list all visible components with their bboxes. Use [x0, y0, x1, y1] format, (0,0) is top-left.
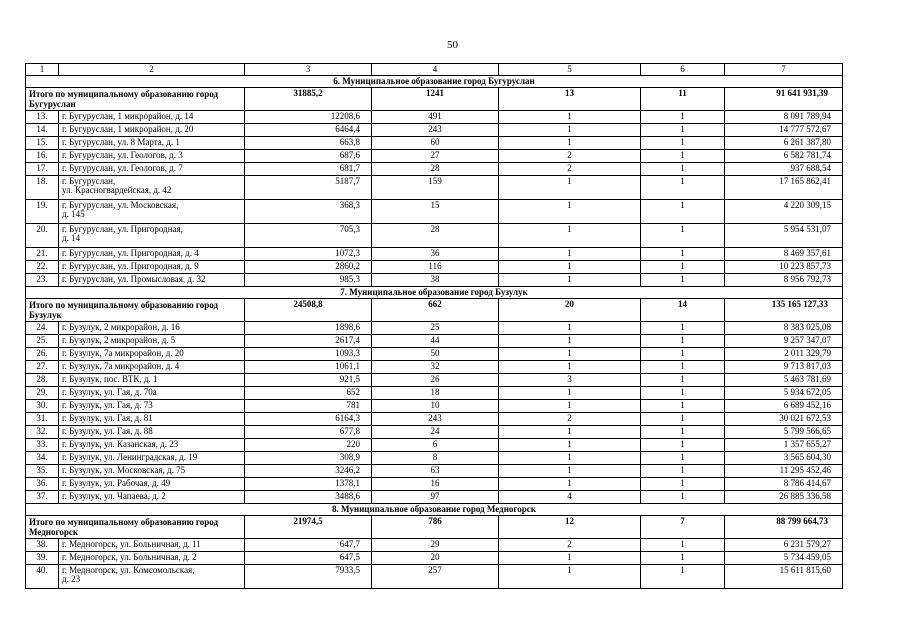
section-title-row: [26, 287, 843, 299]
col5-cell: 1: [499, 387, 641, 400]
amount-cell: 10 223 857,73: [725, 261, 843, 274]
col5-cell: 1: [499, 224, 641, 248]
col5-cell: 4: [499, 491, 641, 504]
col6-cell: 1: [641, 137, 725, 150]
area-cell: 781: [245, 400, 372, 413]
col5-cell: 2: [499, 413, 641, 426]
area-cell: 7933,5: [245, 565, 372, 589]
column-number-cell: 1: [26, 64, 59, 76]
residents-cell: 60: [372, 137, 499, 150]
col5-cell: 2: [499, 539, 641, 552]
col6-cell: 1: [641, 261, 725, 274]
residents-cell: 20: [372, 552, 499, 565]
total-row: [26, 516, 843, 539]
residents-cell: 8: [372, 452, 499, 465]
col6-cell: 1: [641, 200, 725, 224]
address-cell: г. Бугуруслан, 1 микрорайон, д. 14: [59, 111, 245, 124]
col6-cell: 1: [641, 539, 725, 552]
residents-cell: 44: [372, 335, 499, 348]
area-cell: 921,5: [245, 374, 372, 387]
col6-cell: 1: [641, 274, 725, 287]
row-number: 18.: [26, 176, 59, 200]
col6-cell: 1: [641, 565, 725, 589]
total-residents: 662: [372, 299, 499, 322]
residents-cell: 159: [372, 176, 499, 200]
total-col6: 7: [641, 516, 725, 539]
area-cell: 3246,2: [245, 465, 372, 478]
col6-cell: 1: [641, 248, 725, 261]
row-number: 38.: [26, 539, 59, 552]
col5-cell: 1: [499, 465, 641, 478]
table-row: [26, 539, 843, 552]
col6-cell: 1: [641, 224, 725, 248]
total-col6: 11: [641, 88, 725, 111]
col6-cell: 1: [641, 387, 725, 400]
table-row: [26, 478, 843, 491]
table-row: [26, 565, 843, 589]
residents-cell: 18: [372, 387, 499, 400]
col6-cell: 1: [641, 426, 725, 439]
col5-cell: 1: [499, 478, 641, 491]
column-number-cell: 7: [725, 64, 843, 76]
col5-cell: 1: [499, 426, 641, 439]
row-number: 33.: [26, 439, 59, 452]
residents-cell: 116: [372, 261, 499, 274]
row-number: 17.: [26, 163, 59, 176]
residents-cell: 97: [372, 491, 499, 504]
col5-cell: 1: [499, 274, 641, 287]
table-row: [26, 248, 843, 261]
amount-cell: 6 582 781,74: [725, 150, 843, 163]
total-row: [26, 88, 843, 111]
area-cell: 368,3: [245, 200, 372, 224]
area-cell: 647,5: [245, 552, 372, 565]
row-number: 37.: [26, 491, 59, 504]
table-row: [26, 137, 843, 150]
residents-cell: 15: [372, 200, 499, 224]
table-row: [26, 374, 843, 387]
row-number: 29.: [26, 387, 59, 400]
total-area: 21974,5: [245, 516, 372, 539]
amount-cell: 5 463 781,69: [725, 374, 843, 387]
col6-cell: 1: [641, 111, 725, 124]
address-cell: г. Бугуруслан, ул. Пригородная, д. 4: [59, 248, 245, 261]
residents-cell: 50: [372, 348, 499, 361]
section-title-row: [26, 504, 843, 516]
table-row: [26, 322, 843, 335]
table-row: [26, 552, 843, 565]
area-cell: 705,3: [245, 224, 372, 248]
address-cell: г. Бугуруслан, ул. Красногвардейская, д. 42: [59, 176, 245, 200]
address-cell: г. Бузулук, ул. Ленинградская, д. 19: [59, 452, 245, 465]
section-title-row: [26, 76, 843, 88]
total-residents: 786: [372, 516, 499, 539]
address-cell: г. Бугуруслан, ул. Промысловая, д. 32: [59, 274, 245, 287]
col5-cell: 1: [499, 200, 641, 224]
residents-cell: 63: [372, 465, 499, 478]
total-label: Итого по муниципальному образованию город Медногорск: [26, 516, 245, 539]
address-cell: г. Бузулук, 7а микрорайон, д. 4: [59, 361, 245, 374]
residents-cell: 36: [372, 248, 499, 261]
amount-cell: 4 220 309,15: [725, 200, 843, 224]
table-row: [26, 387, 843, 400]
amount-cell: 937 688,54: [725, 163, 843, 176]
address-cell: г. Бугуруслан, ул. Пригородная, д. 14: [59, 224, 245, 248]
row-number: 13.: [26, 111, 59, 124]
table-row: [26, 491, 843, 504]
column-number-cell: 3: [245, 64, 372, 76]
table-row: [26, 150, 843, 163]
address-cell: г. Бузулук, ул. Гая, д. 81: [59, 413, 245, 426]
table-row: [26, 124, 843, 137]
row-number: 32.: [26, 426, 59, 439]
area-cell: 681,7: [245, 163, 372, 176]
amount-cell: 5 734 459,05: [725, 552, 843, 565]
col5-cell: 1: [499, 552, 641, 565]
area-cell: 687,6: [245, 150, 372, 163]
area-cell: 6164,3: [245, 413, 372, 426]
area-cell: 5187,7: [245, 176, 372, 200]
total-col5: 13: [499, 88, 641, 111]
area-cell: 1093,3: [245, 348, 372, 361]
row-number: 26.: [26, 348, 59, 361]
residents-cell: 243: [372, 124, 499, 137]
table-row: [26, 348, 843, 361]
area-cell: 308,9: [245, 452, 372, 465]
amount-cell: 9 713 817,03: [725, 361, 843, 374]
address-cell: г. Бугуруслан, ул. 8 Марта, д. 1: [59, 137, 245, 150]
address-cell: г. Бузулук, ул. Гая, д. 73: [59, 400, 245, 413]
table-row: [26, 200, 843, 224]
col6-cell: 1: [641, 465, 725, 478]
address-cell: г. Бузулук, ул. Московская, д. 75: [59, 465, 245, 478]
area-cell: 3488,6: [245, 491, 372, 504]
col5-cell: 1: [499, 565, 641, 589]
amount-cell: 5 799 566,65: [725, 426, 843, 439]
area-cell: 1072,3: [245, 248, 372, 261]
table-row: [26, 400, 843, 413]
row-number: 20.: [26, 224, 59, 248]
total-label: Итого по муниципальному образованию город Бузулук: [26, 299, 245, 322]
address-cell: г. Бузулук, ул. Чапаева, д. 2: [59, 491, 245, 504]
column-number-cell: 2: [59, 64, 245, 76]
address-cell: г. Бузулук, 7а микрорайон, д. 20: [59, 348, 245, 361]
area-cell: 1061,1: [245, 361, 372, 374]
col6-cell: 1: [641, 400, 725, 413]
address-cell: г. Бугуруслан, ул. Московская, д. 145: [59, 200, 245, 224]
row-number: 36.: [26, 478, 59, 491]
row-number: 39.: [26, 552, 59, 565]
row-number: 19.: [26, 200, 59, 224]
amount-cell: 9 257 347,07: [725, 335, 843, 348]
col6-cell: 1: [641, 176, 725, 200]
amount-cell: 6 231 579,27: [725, 539, 843, 552]
col6-cell: 1: [641, 150, 725, 163]
column-number-cell: 4: [372, 64, 499, 76]
amount-cell: 5 954 531,07: [725, 224, 843, 248]
total-area: 24508,8: [245, 299, 372, 322]
col5-cell: 1: [499, 335, 641, 348]
row-number: 15.: [26, 137, 59, 150]
address-cell: г. Бузулук, ул. Казанская, д. 23: [59, 439, 245, 452]
row-number: 23.: [26, 274, 59, 287]
amount-cell: 8 091 789,94: [725, 111, 843, 124]
address-cell: г. Бузулук, пос. ВТК, д. 1: [59, 374, 245, 387]
area-cell: 12208,6: [245, 111, 372, 124]
row-number: 24.: [26, 322, 59, 335]
col5-cell: 1: [499, 322, 641, 335]
amount-cell: 6 689 452,16: [725, 400, 843, 413]
row-number: 40.: [26, 565, 59, 589]
amount-cell: 17 165 862,41: [725, 176, 843, 200]
residents-cell: 28: [372, 163, 499, 176]
residents-cell: 257: [372, 565, 499, 589]
col5-cell: 1: [499, 452, 641, 465]
total-col6: 14: [641, 299, 725, 322]
address-cell: г. Медногорск, ул. Комсомольская, д. 23: [59, 565, 245, 589]
col6-cell: 1: [641, 478, 725, 491]
row-number: 30.: [26, 400, 59, 413]
amount-cell: 3 565 604,30: [725, 452, 843, 465]
residents-cell: 6: [372, 439, 499, 452]
address-cell: г. Бузулук, ул. Гая, д. 70а: [59, 387, 245, 400]
row-number: 28.: [26, 374, 59, 387]
col5-cell: 2: [499, 150, 641, 163]
table-row: [26, 261, 843, 274]
total-col5: 20: [499, 299, 641, 322]
table-row: [26, 439, 843, 452]
residents-cell: 24: [372, 426, 499, 439]
area-cell: 2617,4: [245, 335, 372, 348]
area-cell: 985,3: [245, 274, 372, 287]
amount-cell: 14 777 572,67: [725, 124, 843, 137]
amount-cell: 8 786 414,67: [725, 478, 843, 491]
area-cell: 647,7: [245, 539, 372, 552]
row-number: 35.: [26, 465, 59, 478]
data-table: [25, 63, 843, 589]
col6-cell: 1: [641, 335, 725, 348]
column-number-cell: 6: [641, 64, 725, 76]
residents-cell: 27: [372, 150, 499, 163]
address-cell: г. Бугуруслан, ул. Геологов, д. 3: [59, 150, 245, 163]
col5-cell: 1: [499, 124, 641, 137]
col6-cell: 1: [641, 552, 725, 565]
col5-cell: 3: [499, 374, 641, 387]
area-cell: 1378,1: [245, 478, 372, 491]
table-row: [26, 224, 843, 248]
total-area: 31885,2: [245, 88, 372, 111]
table-row: [26, 176, 843, 200]
col5-cell: 1: [499, 439, 641, 452]
residents-cell: 29: [372, 539, 499, 552]
table-row: [26, 361, 843, 374]
amount-cell: 26 885 336,58: [725, 491, 843, 504]
residents-cell: 28: [372, 224, 499, 248]
total-residents: 1241: [372, 88, 499, 111]
row-number: 21.: [26, 248, 59, 261]
col5-cell: 1: [499, 137, 641, 150]
residents-cell: 16: [372, 478, 499, 491]
page-number: 50: [447, 39, 458, 51]
col5-cell: 1: [499, 176, 641, 200]
row-number: 22.: [26, 261, 59, 274]
col6-cell: 1: [641, 163, 725, 176]
address-cell: г. Бугуруслан, ул. Геологов, д. 7: [59, 163, 245, 176]
amount-cell: 5 934 672,05: [725, 387, 843, 400]
amount-cell: 8 383 025,08: [725, 322, 843, 335]
col6-cell: 1: [641, 374, 725, 387]
amount-cell: 8 469 357,61: [725, 248, 843, 261]
amount-cell: 2 011 329,79: [725, 348, 843, 361]
col5-cell: 1: [499, 348, 641, 361]
area-cell: 1898,6: [245, 322, 372, 335]
col5-cell: 1: [499, 248, 641, 261]
residents-cell: 26: [372, 374, 499, 387]
table-row: [26, 274, 843, 287]
amount-cell: 8 956 792,73: [725, 274, 843, 287]
row-number: 14.: [26, 124, 59, 137]
address-cell: г. Бугуруслан, ул. Пригородная, д. 9: [59, 261, 245, 274]
section-title: 7. Муниципальное образование город Бузулук: [26, 287, 843, 299]
row-number: 25.: [26, 335, 59, 348]
residents-cell: 32: [372, 361, 499, 374]
col5-cell: 2: [499, 163, 641, 176]
col6-cell: 1: [641, 124, 725, 137]
area-cell: 220: [245, 439, 372, 452]
address-cell: г. Медногорск, ул. Больничная, д. 2: [59, 552, 245, 565]
col5-cell: 1: [499, 361, 641, 374]
total-row: [26, 299, 843, 322]
residents-cell: 491: [372, 111, 499, 124]
col6-cell: 1: [641, 491, 725, 504]
amount-cell: 15 611 815,60: [725, 565, 843, 589]
total-amount: 88 799 664,73: [725, 516, 843, 539]
address-cell: г. Бузулук, 2 микрорайон, д. 5: [59, 335, 245, 348]
total-amount: 135 165 127,33: [725, 299, 843, 322]
col5-cell: 1: [499, 261, 641, 274]
area-cell: 6464,4: [245, 124, 372, 137]
table-row: [26, 426, 843, 439]
table-row: [26, 413, 843, 426]
area-cell: 652: [245, 387, 372, 400]
col6-cell: 1: [641, 439, 725, 452]
table-row: [26, 111, 843, 124]
total-label: Итого по муниципальному образованию город Бугуруслан: [26, 88, 245, 111]
residents-cell: 38: [372, 274, 499, 287]
address-cell: г. Бузулук, 2 микрорайон, д. 16: [59, 322, 245, 335]
area-cell: 677,8: [245, 426, 372, 439]
col5-cell: 1: [499, 400, 641, 413]
address-cell: г. Бузулук, ул. Рабочая, д. 49: [59, 478, 245, 491]
residents-cell: 10: [372, 400, 499, 413]
col6-cell: 1: [641, 413, 725, 426]
residents-cell: 25: [372, 322, 499, 335]
col6-cell: 1: [641, 452, 725, 465]
total-amount: 91 641 931,39: [725, 88, 843, 111]
row-number: 31.: [26, 413, 59, 426]
amount-cell: 6 261 387,80: [725, 137, 843, 150]
table-row: [26, 465, 843, 478]
column-number-row: [26, 64, 843, 76]
amount-cell: 11 295 452,46: [725, 465, 843, 478]
section-title: 8. Муниципальное образование город Медногорск: [26, 504, 843, 516]
address-cell: г. Медногорск, ул. Больничная, д. 11: [59, 539, 245, 552]
table-row: [26, 335, 843, 348]
address-cell: г. Бугуруслан, 1 микрорайон, д. 20: [59, 124, 245, 137]
area-cell: 663,8: [245, 137, 372, 150]
residents-cell: 243: [372, 413, 499, 426]
total-col5: 12: [499, 516, 641, 539]
col6-cell: 1: [641, 322, 725, 335]
table-row: [26, 163, 843, 176]
column-number-cell: 5: [499, 64, 641, 76]
amount-cell: 30 021 672,53: [725, 413, 843, 426]
address-cell: г. Бузулук, ул. Гая, д. 88: [59, 426, 245, 439]
row-number: 27.: [26, 361, 59, 374]
col6-cell: 1: [641, 348, 725, 361]
row-number: 16.: [26, 150, 59, 163]
amount-cell: 1 357 655,27: [725, 439, 843, 452]
area-cell: 2860,2: [245, 261, 372, 274]
table-row: [26, 452, 843, 465]
row-number: 34.: [26, 452, 59, 465]
col5-cell: 1: [499, 111, 641, 124]
col6-cell: 1: [641, 361, 725, 374]
section-title: 6. Муниципальное образование город Бугуруслан: [26, 76, 843, 88]
